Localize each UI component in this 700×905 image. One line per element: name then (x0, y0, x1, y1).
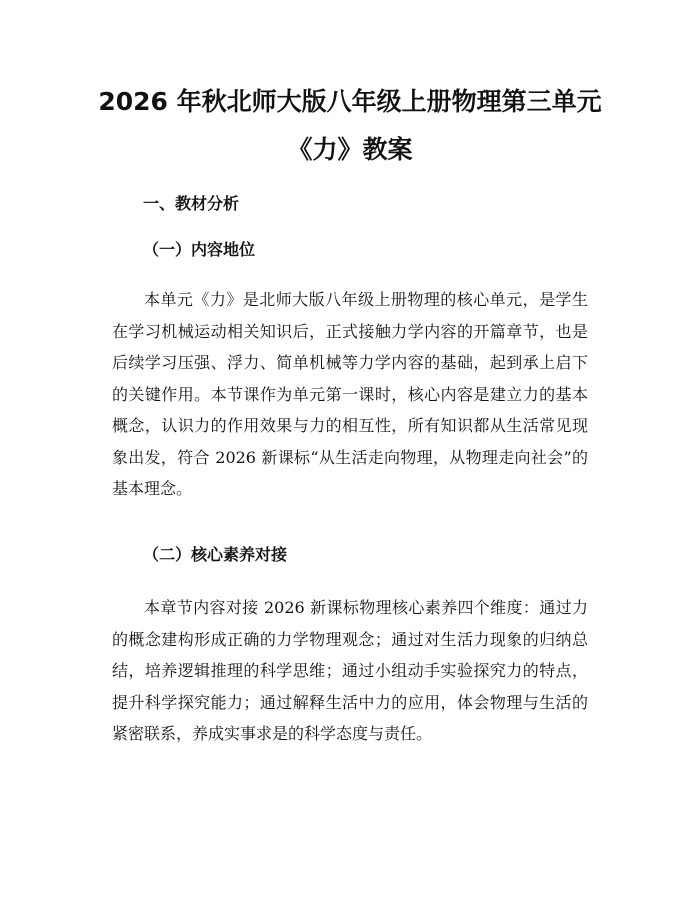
section-heading-textbook-analysis: 一、教材分析 (143, 194, 240, 213)
subsection-heading-content-position: （一）内容地位 (143, 240, 256, 259)
document-title-line-1: 2026 年秋北师大版八年级上册物理第三单元 (98, 87, 602, 116)
subsection-heading-core-literacy: （二）核心素养对接 (143, 545, 288, 564)
document-title-line-2: 《力》教案 (287, 135, 413, 164)
paragraph-content-position: 本单元《力》是北师大版八年级上册物理的核心单元，是学生在学习机械运动相关知识后，正式接触力学内容的开篇章节，也是后续学习压强、浮力、简单机械等力学内容的基础，起到承上启下的关键作用。本节课作为单元第一课时，核心内容是建立力的基本概念，认识力的作用效果与力的相互性，所有知识都从生活常见现象出发，符合 2026 新课标“从生活走向物理，从物理走向社会”的基本理念。 (112, 290, 588, 498)
paragraph-core-literacy: 本章节内容对接 2026 新课标物理核心素养四个维度：通过力的概念建构形成正确的力学物理观念；通过对生活力现象的归纳总结，培养逻辑推理的科学思维；通过小组动手实验探究力的特点，提升科学探究能力；通过解释生活中力的应用，体会物理与生活的紧密联系，养成实事求是的科学态度与责任。 (112, 598, 588, 743)
